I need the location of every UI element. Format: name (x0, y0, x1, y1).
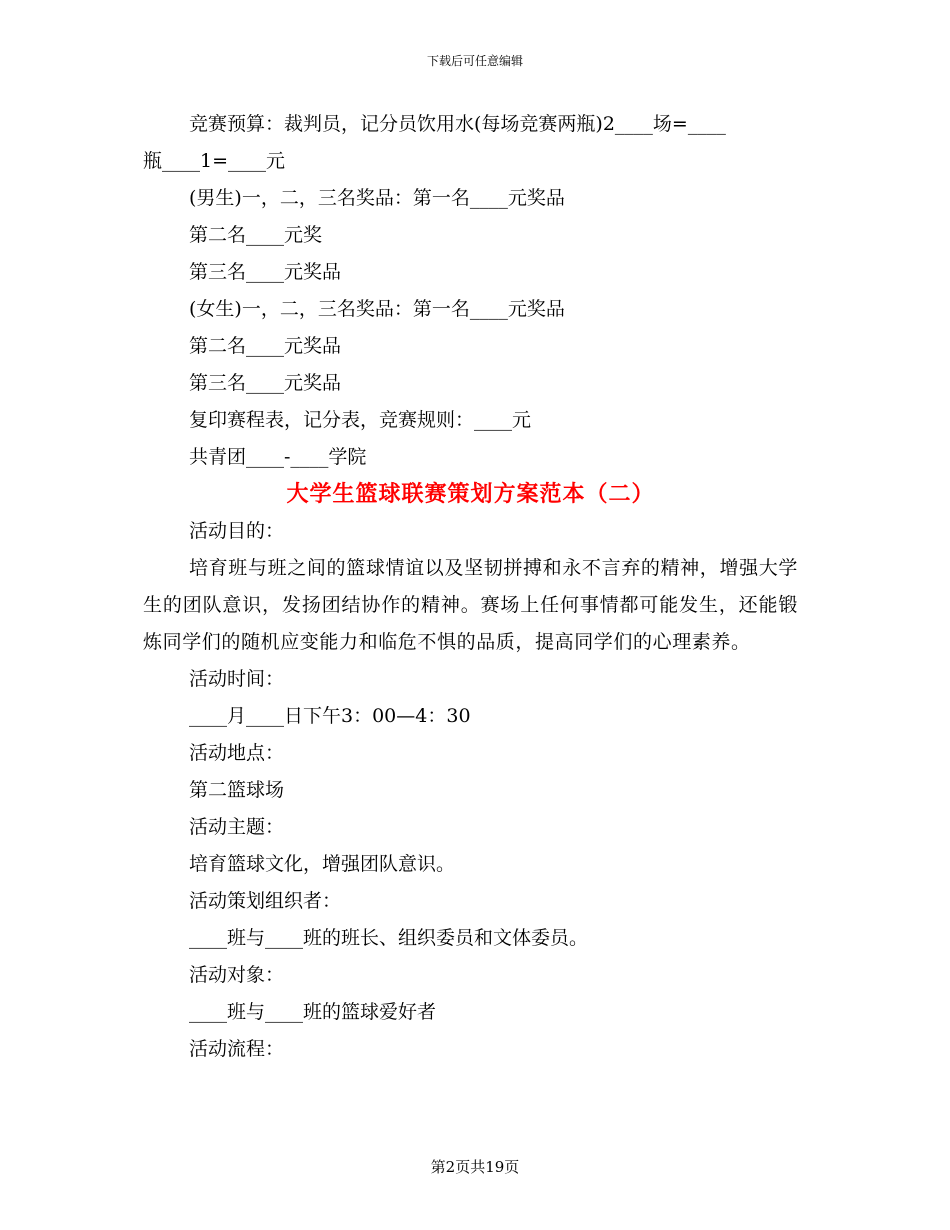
flow-label: 活动流程： (189, 1038, 285, 1060)
female-prize-line-2: 第二名____元奖品 (189, 335, 342, 357)
male-prize-line-3: 第三名____元奖品 (189, 261, 342, 283)
page-number: 第2页共19页 (430, 1158, 520, 1176)
page-header-note: 下载后可任意编辑 (426, 54, 523, 68)
theme-label: 活动主题： (189, 816, 285, 838)
purpose-label: 活动目的： (189, 520, 285, 542)
copy-cost-line: 复印赛程表，记分表，竞赛规则：____元 (189, 409, 532, 431)
organizer-label: 活动策划组织者： (189, 890, 342, 912)
time-label: 活动时间： (189, 668, 285, 690)
document-body (143, 106, 798, 1068)
female-prize-line-1: (女生)一，二，三名奖品：第一名____元奖品 (189, 298, 565, 320)
female-prize-line-3: 第三名____元奖品 (189, 372, 342, 394)
budget-line-2: 瓶____1=____元 (143, 150, 286, 172)
male-prize-line-2: 第二名____元奖 (189, 224, 323, 246)
place-label: 活动地点： (189, 742, 285, 764)
time-value: ____月____日下午3：00—4：30 (189, 705, 471, 727)
budget-line-1: 竞赛预算：裁判员，记分员饮用水(每场竞赛两瓶)2____场=____ (189, 113, 726, 135)
male-prize-line-1: (男生)一，二，三名奖品：第一名____元奖品 (189, 187, 565, 209)
purpose-paragraph: 培育班与班之间的篮球情谊以及坚韧拼搏和永不言弃的精神，增强大学生的团队意识，发扬团结协作的精神。赛场上任何事情都可能发生，还能锻炼同学们的随机应变能力和临危不惧的品质，提高同学们的心理素养。 (143, 557, 798, 653)
organizer-value: ____班与____班的班长、组织委员和文体委员。 (189, 927, 589, 949)
target-label: 活动对象： (189, 964, 285, 986)
section-title: 大学生篮球联赛策划方案范本（二） (286, 482, 655, 507)
place-value: 第二篮球场 (189, 779, 285, 801)
organization-line: 共青团____-____学院 (189, 446, 367, 468)
theme-value: 培育篮球文化，增强团队意识。 (189, 853, 456, 875)
target-value: ____班与____班的篮球爱好者 (189, 1001, 437, 1023)
